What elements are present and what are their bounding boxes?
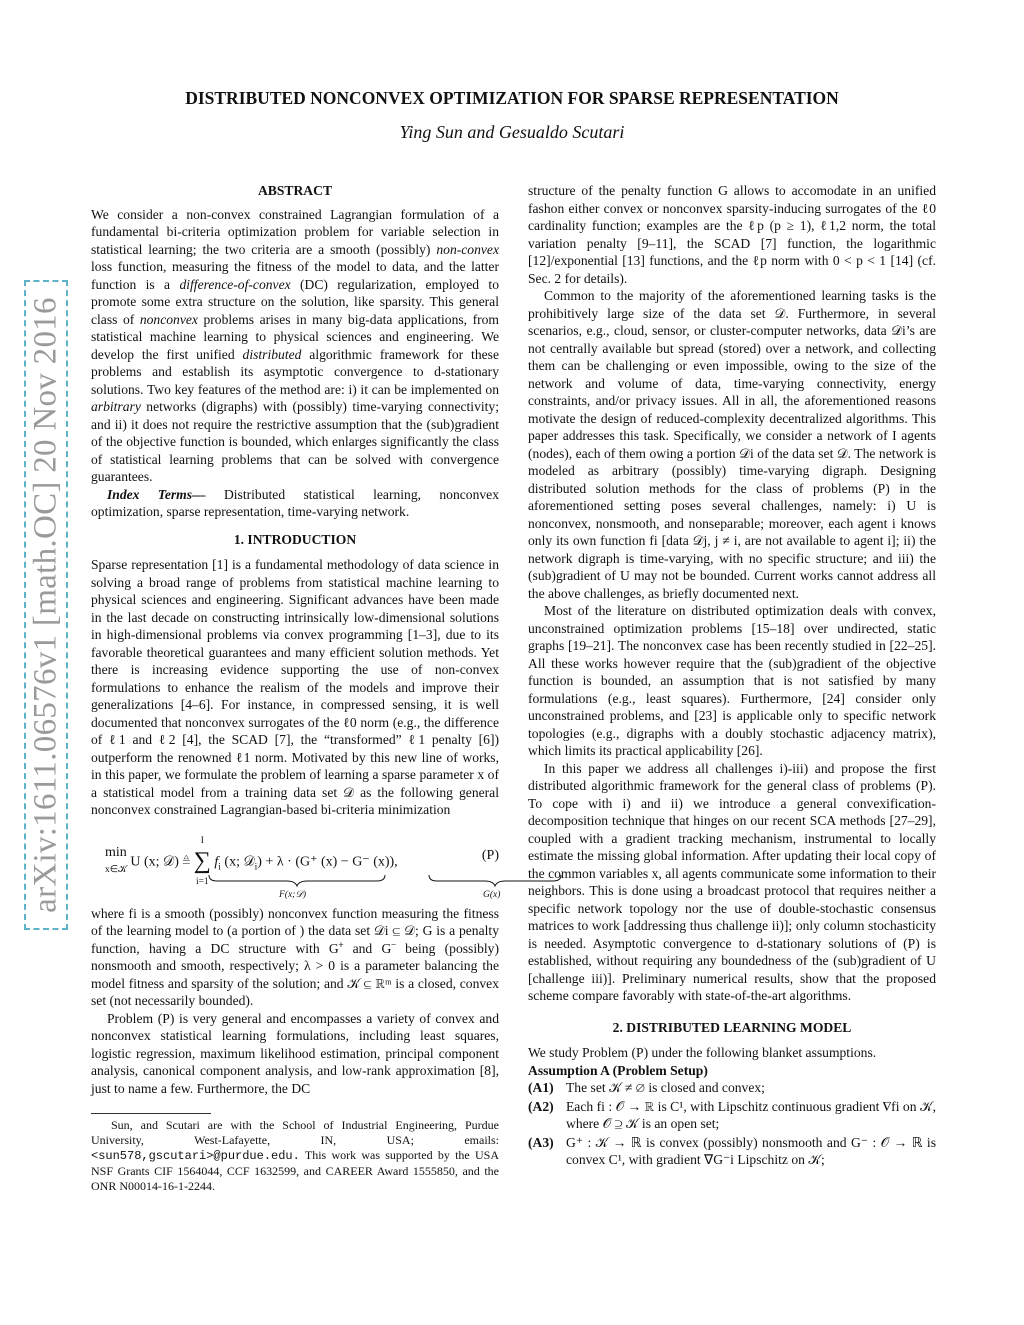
right-column bbox=[528, 182, 936, 1170]
equation-underbraces bbox=[207, 873, 567, 887]
abstract-heading: ABSTRACT bbox=[257, 183, 333, 198]
abstract-text: We consider a non-convex constrained Lagrangian formulation of a fundamental bi-criteria optimization problem for variable selection in statistical learning; the two criteria are a smooth (possibly) non-convex loss function, measuring the fitness of the model to data, and the latter function is a difference-of-convex (DC) regularization, employed to promote some extra structure on the solution, like sparsity. This general class of nonconvex problems arises in many big-data applications, from statistical machine learning to physical sciences and engineering. We develop the first unified distributed algorithmic framework for these problems and establish its asymptotic convergence to d-stationary solutions. Two key features of the method are: i) it can be implemented on arbitrary networks (digraphs) with (possibly) time-varying connectivity; and ii) it does not require the restrictive assumption that the (sub)gradient of the objective function is bounded, which enlarges significantly the class of statistical learning problems that can be solved with convergence guarantees. bbox=[91, 206, 500, 484]
arxiv-stamp bbox=[24, 280, 68, 930]
intro-heading: 1. INTRODUCTION bbox=[233, 531, 357, 547]
footnote: Sun, and Scutari are with the School of Industrial Engineering, Purdue University, West-Lafayette, IN, USA; emails: <sun578,gscutari>@purdue.edu. This work was supported by the USA NSF Grants CIF 1564044, CCF 1632599, and CAREER Award 1555850, and the ONR N00014-16-1-2244. bbox=[91, 1118, 499, 1193]
index-terms: Index Terms— Distributed statistical learning, nonconvex optimization, sparse representation, time-varying network. bbox=[91, 486, 499, 519]
intro-paragraph-2: where fi is a smooth (possibly) nonconvex function measuring the fitness of the learning model to (a portion of ) the data set 𝒟i ⊆ 𝒟; G is a penalty function, having a DC structure with G⁺ and G⁻ being (possibly) nonsmooth and smooth, respectively; λ > 0 is a parameter balancing the model fitness and sparsity of the solution; and 𝒦 ⊆ ℝᵐ is a closed, convex set (not necessarily bounded). bbox=[91, 905, 499, 1008]
intro-paragraph-1: Sparse representation [1] is a fundamental methodology of data science in solving a broad range of problems from statistical machine learning to physical sciences and engineering. Significant advances have been made in the last decade on constructing intrinsically low-dimensional solutions in high-dimensional problems via convex programming [1–3], due to its favorable theoretical guarantees and many efficient solution methods. Yet there is increasing evidence supporting the use of non-convex formulations to enhance the realism of the models and improve their generalizations [4–6]. For instance, in compressed sensing, it is well documented that nonconvex surrogates of the ℓ0 norm (e.g., the difference of ℓ1 and ℓ2 [4], the SCAD [7], the “transformed” ℓ1 penalty [6]) outperform the renowned ℓ1 norm. Motivated by this new line of works, in this paper, we formulate the problem of learning a sparse parameter x of a statistical model from a training data set 𝒟 as the following general nonconvex constrained Lagrangian-based bi-criteria minimization bbox=[91, 557, 499, 817]
assumption-list bbox=[528, 1079, 936, 1169]
intro-paragraph-3: Problem (P) is very general and encompasses a variety of convex and nonconvex statistical learning formulations, including least squares, logistic regression, maximum likelihood estimation, principal component analysis, canonical component analysis, and low-rank approximation [8], just to name a few. Furthermore, the DC bbox=[91, 1010, 499, 1096]
footnote-rule bbox=[91, 1113, 211, 1114]
paper-title: DISTRIBUTED NONCONVEX OPTIMIZATION FOR SPARSE REPRESENTATION bbox=[185, 88, 839, 108]
arxiv-id: arXiv:1611.06576v1 [math.OC] 20 Nov 2016 bbox=[27, 297, 64, 913]
equation-tag: (P) bbox=[481, 847, 499, 863]
section-2-intro: We study Problem (P) under the following blanket assumptions. bbox=[528, 1045, 877, 1060]
left-column bbox=[91, 182, 499, 1194]
paper-authors: Ying Sun and Gesualdo Scutari bbox=[399, 122, 625, 142]
right-paragraph-2: Common to the majority of the aforementioned learning tasks is the prohibitively large size of the data set 𝒟. Furthermore, in several scenarios, e.g., cloud, sensor, or cluster-computer networks, data 𝒟i’s are not centrally available but spread (stored) over a network, and collecting them can be challenging or even impossible, owing to the size of the network and volume of data, time-varying connectivity, energy constraints, and/or privacy issues. All in all, the aforementioned reasons motivate the design of reduced-complexity decentralized algorithms. This paper addresses this task. Specifically, we consider a network of I agents (nodes), each of them owing a portion 𝒟i of the data set 𝒟. The network is modeled as arbitrary (possibly) time-varying digraph. Designing distributed solution methods for the class of problems (P) in the aforementioned setting poses several challenges, namely: i) U is nonconvex, nonsmooth, and nonseparable; moreover, each agent i knows only its own function fi [data 𝒟j, j ≠ i, are not available to agent i]; ii) the network digraph is time-varying, with no specific structure; and iii) the (sub)gradient of U may not be bounded. Current works cannot address all the above challenges, as briefly documented next. bbox=[528, 288, 936, 601]
right-paragraph-3: Most of the literature on distributed optimization deals with convex, unconstrained optimization problems [15–18] over undirected, static graphs [19–21]. The nonconvex case has been recently studied in [22–25]. All these works however require that the (sub)gradient of the objective function is bounded, an assumption that is not satisfied by many formulations (e.g., least squares). Furthermore, [24] consider only unconstrained problems, and [23] is applicable only to specific network topologies (e.g., digraphs with a doubly stochastic adjacency matrix), which limits its practical applicability [26]. bbox=[528, 603, 936, 758]
right-paragraph-4: In this paper we address all challenges i)-iii) and propose the first distributed algorithmic framework for the general class of problems (P). To cope with i) and ii) we introduce a general convexification-decomposition technique that hinges on our recent SCA methods [27–29], coupled with a gradient tracking mechanism, instrumental to locally estimate the missing global information. After updating their local copy of the common variables x, all agents communicate some information to their neighbors. This is done using a broadcast protocol that requires neither a specific network topology nor the use of double-stochastic consensus matrices to work [addressing thus challenge ii)]; only column stochasticity is needed. Asymptotic convergence to d-stationary solutions of (P) is established, without requiring any boundedness of the (sub)gradient of U [challenge iii)]. Preliminary numerical results, show that the proposed scheme compare favorably with state-of-the-art algorithms. bbox=[528, 760, 936, 1003]
assumption-title: Assumption A (Problem Setup) bbox=[528, 1062, 708, 1078]
assumption-item: (A2) Each fi : 𝒪 → ℝ is C¹, with Lipschitz continuous gradient ∇fi on 𝒦, where 𝒪 ⊇ 𝒦 is an open set; bbox=[528, 1098, 936, 1131]
label-F: F(x;𝒟) bbox=[279, 889, 307, 900]
assumption-item: (A1) The set 𝒦 ≠ ∅ is closed and convex; bbox=[528, 1080, 765, 1095]
assumption-item: (A3) G⁺ : 𝒦 → ℝ is convex (possibly) nonsmooth and G⁻ : 𝒪 → ℝ is convex C¹, with gradient ∇G⁻i Lipschitz on 𝒦; bbox=[528, 1134, 936, 1167]
equation-P: min x∈𝒦 U (x; 𝒟) ≜ I ∑ i=1 $f_i$ (x; 𝒟$_i$) + λ · (G⁺ (x) − G⁻ (x)), F(x;𝒟) G(x) (P) bbox=[91, 827, 499, 899]
right-paragraph-1: structure of the penalty function G allows to accomodate in an unified fashon either convex or nonconvex sparsity-inducing surrogates of the ℓ0 cardinality function; examples are the ℓp (p ≥ 1), ℓ1,2 norm, the total variation penalty [9–11], the SCAD [7] function, the logarithmic [12]/exponential [13] functions, and the ℓp norm with 0 < p < 1 [14] (cf. Sec. 2 for details). bbox=[528, 183, 936, 286]
section-2-heading: 2. DISTRIBUTED LEARNING MODEL bbox=[612, 1019, 852, 1035]
label-G: G(x) bbox=[483, 889, 501, 900]
